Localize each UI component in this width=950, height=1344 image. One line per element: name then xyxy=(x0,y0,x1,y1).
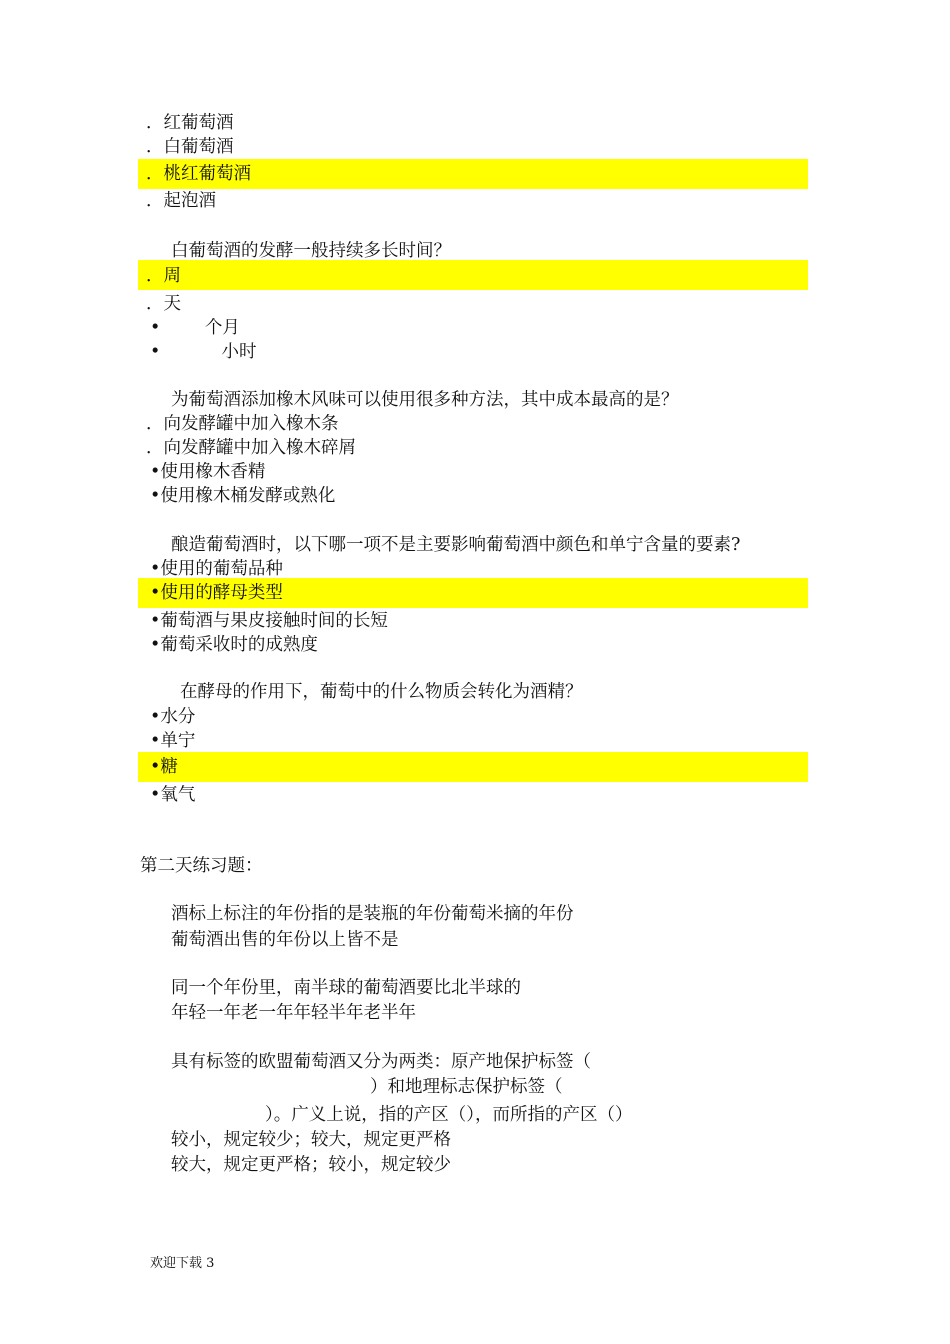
q2-option-c: • 个月 xyxy=(150,318,240,338)
q1-option-d: ．起泡酒 xyxy=(146,191,216,211)
day2-p2-line1: 同一个年份里，南半球的葡萄酒要比北半球的 xyxy=(171,978,521,998)
q2-option-d: • 小时 xyxy=(150,342,257,362)
q4-question: 酿造葡萄酒时，以下哪一项不是主要影响葡萄酒中颜色和单宁含量的要素? xyxy=(171,535,741,555)
q4-option-d: •葡萄采收时的成熟度 xyxy=(150,635,318,655)
page-footer: 欢迎下载 3 xyxy=(150,1256,215,1271)
day2-p2-line2: 年轻一年老一年年轻半年老半年 xyxy=(171,1003,416,1023)
q5-option-c: •糖 xyxy=(150,757,178,777)
day2-p3-line3: ）。广义上说，指的产区（），而所指的产区（） xyxy=(265,1105,633,1125)
q5-option-a: •水分 xyxy=(150,707,196,727)
day2-p3-line1: 具有标签的欧盟葡萄酒又分为两类：原产地保护标签（ xyxy=(171,1052,591,1072)
q5-question: 在酵母的作用下，葡萄中的什么物质会转化为酒精？ xyxy=(180,682,583,702)
day2-p1-line2: 葡萄酒出售的年份以上皆不是 xyxy=(171,930,399,950)
q3-option-a: ．向发酵罐中加入橡木条 xyxy=(146,414,339,434)
q1-option-b: ．白葡萄酒 xyxy=(146,137,234,157)
highlight-q2-answer xyxy=(138,260,808,290)
q4-option-b: •使用的酵母类型 xyxy=(150,583,283,603)
q4-option-a: •使用的葡萄品种 xyxy=(150,559,283,579)
q3-option-d: •使用橡木桶发酵或熟化 xyxy=(150,486,336,506)
q3-option-c: •使用橡木香精 xyxy=(150,462,266,482)
day2-p3-line5: 较大，规定更严格；较小，规定较少 xyxy=(171,1155,451,1175)
day2-p3-line4: 较小，规定较少；较大，规定更严格 xyxy=(171,1130,451,1150)
q3-question: 为葡萄酒添加橡木风味可以使用很多种方法，其中成本最高的是？ xyxy=(171,390,679,410)
q2-question: 白葡萄酒的发酵一般持续多长时间？ xyxy=(171,241,451,261)
q2-option-b: ．天 xyxy=(146,294,181,314)
q2-option-a: ．周 xyxy=(146,266,181,286)
day2-p1-line1: 酒标上标注的年份指的是装瓶的年份葡萄米摘的年份 xyxy=(171,904,574,924)
q1-option-c: ．桃红葡萄酒 xyxy=(146,164,251,184)
q5-option-b: •单宁 xyxy=(150,731,196,751)
q1-option-a: ．红葡萄酒 xyxy=(146,113,234,133)
day2-heading: 第二天练习题： xyxy=(140,856,263,876)
q4-option-c: •葡萄酒与果皮接触时间的长短 xyxy=(150,611,388,631)
day2-p3-line2: ）和地理标志保护标签（ xyxy=(370,1077,563,1097)
q5-option-d: •氧气 xyxy=(150,785,196,805)
q3-option-b: ．向发酵罐中加入橡木碎屑 xyxy=(146,438,356,458)
highlight-q5-answer xyxy=(138,752,808,782)
